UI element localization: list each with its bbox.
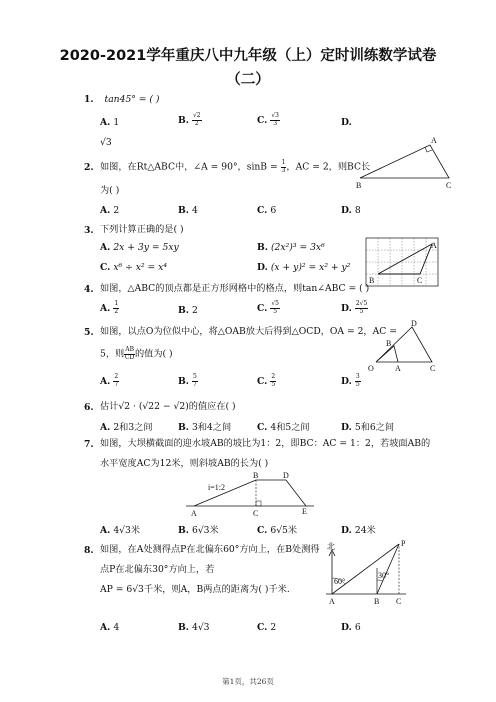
label-b: B [356, 181, 362, 190]
question-stem: tan45° = ( ) [104, 94, 160, 105]
option-a-text: 1 [113, 117, 120, 128]
label-d: D [283, 471, 289, 480]
option-d[interactable]: D. 6 [341, 622, 361, 633]
option-c[interactable]: C. 6 [257, 205, 277, 216]
option-d-text: √3 [100, 137, 112, 148]
label-b: B [374, 597, 380, 606]
question-5-stem: 如图，以点O为位似中心，将△OAB放大后得到△OCD，OA = 2，AC = [100, 326, 397, 337]
question-number: 8. [84, 545, 94, 556]
question-5-stem-cont: 5，则 $\frac{AB}{CD}$ 的值为( ) [100, 346, 173, 361]
option-a[interactable]: A. 2和3之间 [100, 422, 153, 433]
label-c: C [446, 181, 452, 190]
option-d[interactable]: D. (x + y)² = x² + y² [257, 262, 351, 273]
option-d[interactable]: D. $\frac{2√5}{5}$ [341, 300, 368, 315]
option-b[interactable]: B. 2 [178, 305, 198, 316]
option-c[interactable]: C. $\frac{2}{5}$ [257, 373, 276, 388]
exam-title: 2020-2021学年重庆八中九年级（上）定时训练数学试卷 [59, 48, 437, 64]
option-a[interactable]: A. 2 [100, 205, 120, 216]
question-2-stem [100, 160, 370, 174]
question-number: 5. [84, 327, 94, 338]
label-a: A [431, 136, 437, 145]
label-c: C [253, 509, 259, 518]
option-c-fraction: $\frac{√3}{3}$ [271, 112, 279, 127]
sin-fraction: $\frac{1}{3}$ [281, 159, 286, 174]
option-a[interactable]: A. 4√3米 [100, 525, 141, 536]
angle-60-label: 60° [334, 577, 346, 586]
question-1 [84, 93, 160, 106]
option-c[interactable]: C. 2 [257, 622, 277, 633]
option-a[interactable]: A. 1 [100, 117, 120, 128]
label-a: A [329, 597, 335, 606]
stem-part: 如图，在Rt△ABC中，∠A = 90°，sinB = [100, 161, 281, 173]
label-c: C [430, 364, 436, 373]
option-b[interactable]: B. $\frac{√2}{2}$ [178, 112, 201, 127]
option-a[interactable]: A. $\frac{2}{7}$ [100, 373, 119, 388]
question-8-stem-cont2: AP = 6√3千米，则A，B两点的距离为( )千米. [100, 584, 290, 595]
option-c[interactable]: C. $\frac{√3}{3}$ [257, 112, 279, 127]
q7-dam-figure [186, 470, 316, 522]
stem-part: ，AC = 2，则BC长 [286, 161, 371, 173]
option-c[interactable]: C. 4和5之间 [257, 422, 310, 433]
question-2-stem-cont: 为( ) [100, 185, 120, 196]
q4-grid-figure [366, 238, 442, 290]
option-b[interactable]: B. 3和4之间 [178, 422, 232, 433]
label-b: B [386, 339, 392, 348]
option-d[interactable]: D. 24米 [341, 525, 376, 536]
option-d[interactable]: D. 8 [341, 205, 361, 216]
label-p: P [401, 539, 406, 548]
page-footer: 第1页，共26页 [222, 677, 274, 686]
option-b[interactable]: B. 6√3米 [178, 525, 219, 536]
question-number: 4. [84, 284, 94, 295]
question-number: 7. [84, 439, 94, 450]
label-c: C [396, 597, 402, 606]
option-d[interactable]: D. 5和6之间 [341, 422, 395, 433]
option-c[interactable]: C. x⁶ ÷ x² = x⁴ [100, 262, 168, 273]
question-7-stem: 如图，大坝横截面的迎水坡AB的坡比为1：2，即BC：AC = 1：2，若坡面AB的 [100, 438, 431, 449]
option-b-fraction: $\frac{√2}{2}$ [192, 112, 201, 127]
label-c: C [417, 276, 423, 285]
label-o: O [368, 364, 374, 373]
question-8-stem-cont: 点P在北偏东30°方向上，若 [100, 564, 215, 575]
q8-bearing-figure [326, 538, 418, 606]
option-d[interactable]: D. $\frac{3}{5}$ [341, 373, 360, 388]
q5-similar-triangles-figure [368, 318, 448, 374]
question-7-stem-cont: 水平宽度AC为12米，则斜坡AB的长为( ) [100, 458, 269, 469]
label-b: B [369, 276, 375, 285]
label-e: E [302, 507, 307, 516]
option-b[interactable]: B. $\frac{5}{7}$ [178, 373, 197, 388]
option-b[interactable]: B. 4 [178, 205, 198, 216]
question-number: 6. [84, 402, 94, 413]
exam-subtitle: （二） [226, 72, 270, 88]
option-c[interactable]: C. 6√5米 [257, 525, 298, 536]
option-a[interactable]: A. 2x + 3y = 5xy [100, 242, 179, 253]
option-a[interactable]: A. 4 [100, 622, 120, 633]
option-b[interactable]: B. 4√3 [178, 622, 210, 633]
question-8-stem: 如图，在A处测得点P在北偏东60°方向上，在B处测得 [100, 544, 320, 555]
angle-30-label: 30° [378, 571, 390, 580]
question-4-stem: 如图，△ABC的顶点都是正方形网格中的格点，则tan∠ABC = ( ) [100, 283, 370, 294]
label-a: A [431, 241, 437, 250]
option-d[interactable]: D. [341, 117, 352, 128]
question-6-stem: 估计√2 · (√22 − √2)的值应在( ) [100, 401, 236, 412]
question-number: 2. [84, 162, 94, 173]
question-3-stem: 下列计算正确的是( ) [100, 224, 184, 235]
option-a[interactable]: A. $\frac{1}{2}$ [100, 300, 119, 315]
north-label: 北 [327, 542, 335, 551]
ratio-label: i=1:2 [208, 483, 225, 492]
q2-triangle-figure [355, 134, 465, 194]
label-a: A [191, 509, 197, 518]
label-a: A [395, 364, 401, 373]
option-c[interactable]: C. $\frac{√5}{5}$ [257, 300, 279, 315]
question-number: 3. [84, 225, 94, 236]
label-b: B [253, 471, 259, 480]
option-b[interactable]: B. (2x²)³ = 3x⁶ [257, 242, 325, 253]
question-number: 1. [84, 94, 94, 105]
label-d: D [411, 319, 417, 328]
